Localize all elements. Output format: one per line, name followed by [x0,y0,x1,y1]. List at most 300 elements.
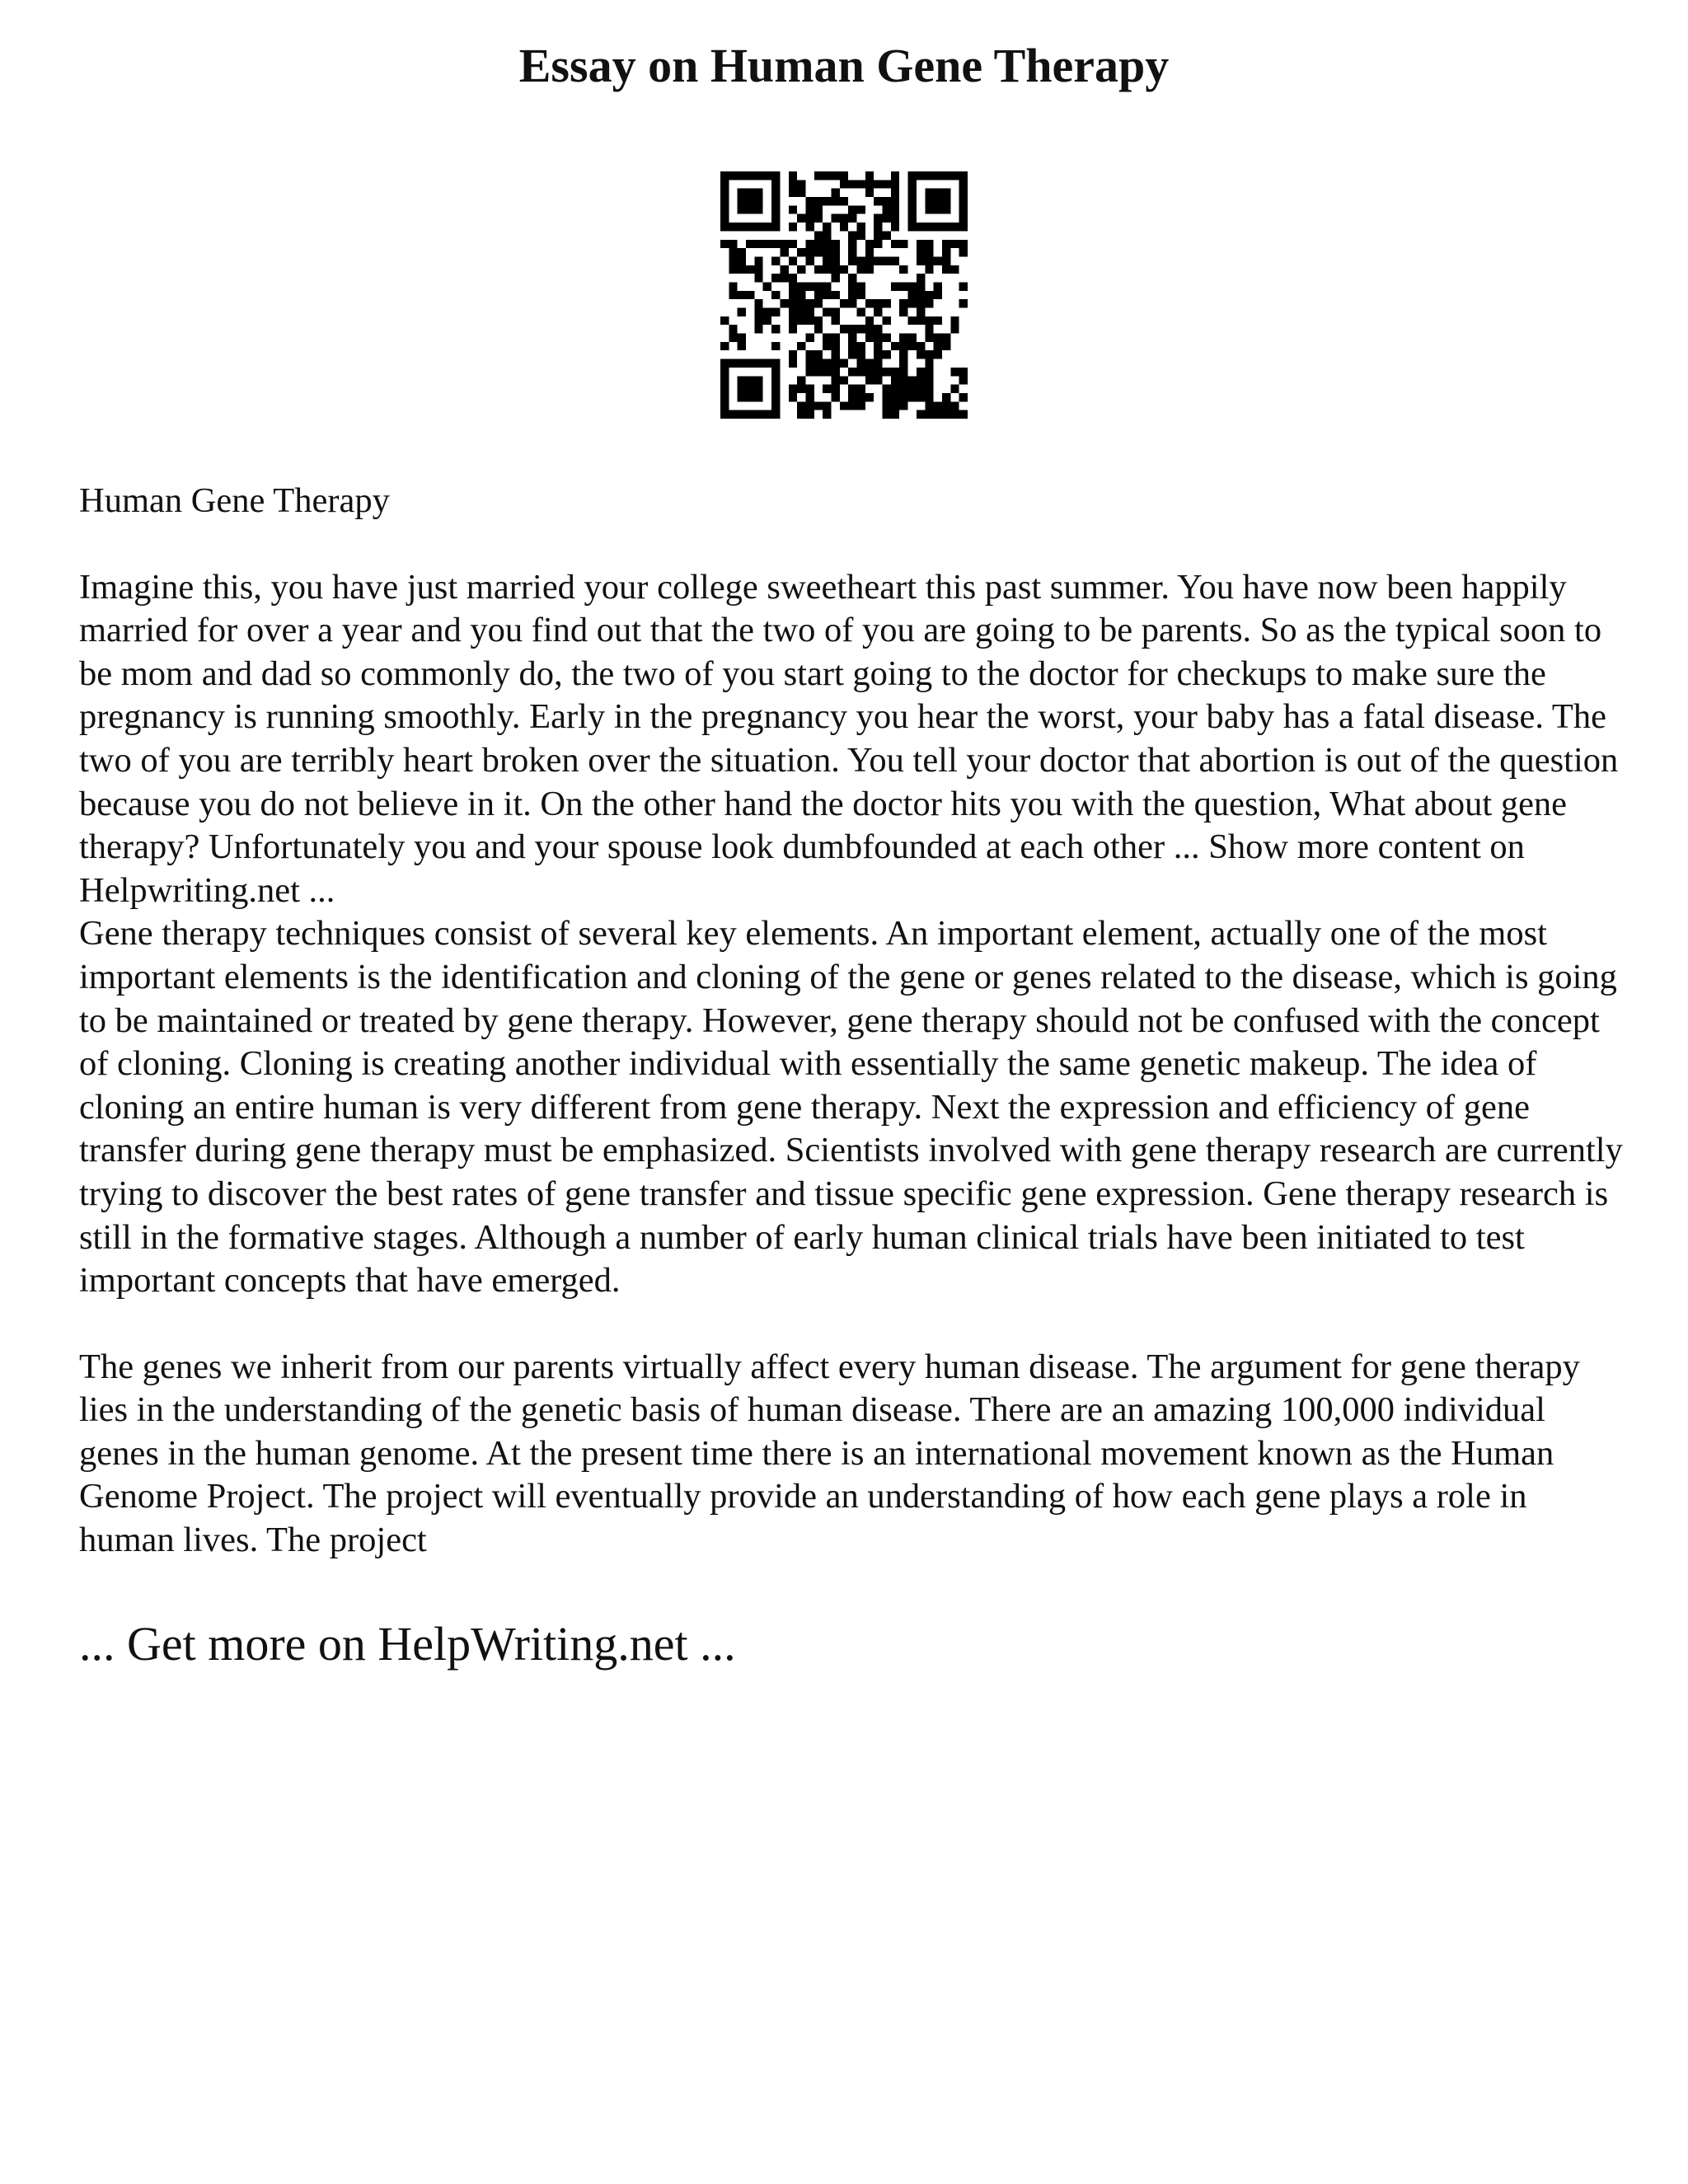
qr-module [729,291,737,299]
qr-module [771,376,780,384]
qr-module [874,376,882,384]
qr-module [925,350,933,359]
qr-module [942,205,950,213]
qr-module [720,316,729,325]
qr-module [789,308,797,316]
qr-module [771,368,780,376]
qr-module [942,189,950,197]
qr-module [874,299,882,307]
qr-module [925,240,933,248]
qr-module [857,342,865,350]
qr-module [805,223,814,231]
qr-module [934,316,942,325]
qr-module [729,223,737,231]
qr-module [763,171,771,180]
qr-module [840,325,848,333]
qr-module [874,214,882,223]
qr-module [883,385,891,393]
qr-module [840,265,848,274]
qr-module [840,197,848,205]
qr-module [950,265,959,274]
qr-module [789,240,797,248]
qr-module [738,171,746,180]
qr-module [771,197,780,205]
qr-module [831,350,839,359]
qr-module [823,223,831,231]
qr-module [754,325,762,333]
qr-module [738,393,746,401]
qr-module [771,342,780,350]
qr-module [823,385,831,393]
qr-module [720,385,729,393]
qr-module [848,401,856,410]
qr-module [729,265,737,274]
qr-module [883,205,891,213]
qr-module [797,410,805,419]
qr-module [746,291,754,299]
qr-module [891,385,899,393]
qr-module [805,308,814,316]
qr-module [917,350,925,359]
qr-module [720,189,729,197]
qr-module [831,197,839,205]
qr-module [797,248,805,256]
qr-module [805,401,814,410]
qr-module [874,342,882,350]
qr-module [934,171,942,180]
qr-module [950,316,959,325]
qr-module [780,248,788,256]
get-more-link[interactable]: ... Get more on HelpWriting.net ... [79,1617,736,1671]
qr-module [865,248,874,256]
qr-module [917,385,925,393]
qr-module [925,248,933,256]
qr-module [720,393,729,401]
qr-module [908,385,917,393]
qr-module [720,197,729,205]
qr-module [738,342,746,350]
qr-module [959,368,968,376]
qr-module [754,274,762,282]
qr-module [720,223,729,231]
qr-module [917,368,925,376]
qr-module [814,214,823,223]
qr-module [771,385,780,393]
qr-module [857,401,865,410]
qr-module [797,308,805,316]
qr-module [857,180,865,188]
qr-module [720,368,729,376]
qr-module [805,334,814,342]
qr-module [883,316,891,325]
qr-module [831,214,839,223]
qr-module [959,282,968,290]
qr-module [891,171,899,180]
qr-module [831,171,839,180]
qr-module [917,248,925,256]
qr-module [899,334,907,342]
qr-module [925,410,933,419]
qr-module [925,291,933,299]
qr-module [831,316,839,325]
document-title: Essay on Human Gene Therapy [518,39,1170,92]
qr-module [925,334,933,342]
qr-module [959,248,968,256]
qr-module [840,299,848,307]
qr-module [925,223,933,231]
qr-module [738,385,746,393]
qr-module [738,248,746,256]
qr-module [891,214,899,223]
qr-module [729,334,737,342]
qr-module [763,316,771,325]
qr-module [891,368,899,376]
qr-module [805,359,814,368]
qr-module [848,393,856,401]
qr-module [942,410,950,419]
essay-paragraph-3: The genes we inherit from our parents virtually affect every human disease. The argument for gene therapy lies in the understanding of the genetic basis of human disease. There are an amazing 100,000 individual genes in the human genome. At the present time there is an international movement known as the Human Genome Project. The project will eventually provide an understanding of how each gene plays a role in human lives. The project [79,1347,1580,1560]
qr-module [780,240,788,248]
qr-module [883,256,891,265]
qr-module [823,410,831,419]
qr-module [925,359,933,368]
qr-module [883,350,891,359]
qr-module [899,359,907,368]
qr-module [925,368,933,376]
qr-module [789,205,797,213]
qr-module [891,376,899,384]
qr-module [942,223,950,231]
qr-module [823,401,831,410]
qr-module [746,240,754,248]
qr-module [942,334,950,342]
qr-module [942,256,950,265]
qr-module [771,325,780,333]
qr-module [934,197,942,205]
qr-module [908,334,917,342]
qr-module [865,256,874,265]
qr-module [823,231,831,239]
qr-module [805,368,814,376]
qr-module [814,368,823,376]
qr-module [908,376,917,384]
qr-module [831,334,839,342]
qr-module [831,291,839,299]
qr-module [831,265,839,274]
qr-module [908,342,917,350]
qr-module [840,401,848,410]
qr-module [857,256,865,265]
qr-module [797,282,805,290]
qr-module [789,393,797,401]
qr-module [814,359,823,368]
qr-module [729,359,737,368]
qr-module [865,325,874,333]
qr-module [950,368,959,376]
qr-module [771,256,780,265]
qr-module [805,410,814,419]
qr-module [789,171,797,180]
qr-module [823,308,831,316]
qr-module [729,325,737,333]
qr-module [797,299,805,307]
qr-module [934,334,942,342]
qr-module [874,240,882,248]
qr-module [950,223,959,231]
qr-module [797,180,805,188]
qr-module [883,410,891,419]
qr-module [789,385,797,393]
qr-module [874,359,882,368]
qr-module [814,316,823,325]
qr-module [780,299,788,307]
qr-module [908,316,917,325]
qr-module [917,299,925,307]
qr-module [780,265,788,274]
qr-module [763,240,771,248]
qr-module [857,368,865,376]
qr-module [840,376,848,384]
qr-module [917,223,925,231]
qr-module [925,393,933,401]
qr-module [754,171,762,180]
qr-module [814,299,823,307]
qr-module [823,197,831,205]
qr-module [891,240,899,248]
qr-module [789,274,797,282]
qr-module [950,385,959,393]
qr-module [857,231,865,239]
qr-module [865,189,874,197]
qr-module [823,240,831,248]
qr-module [917,256,925,265]
qr-module [848,368,856,376]
qr-module [925,189,933,197]
qr-module [865,334,874,342]
qr-module [959,376,968,384]
qr-module [789,316,797,325]
qr-module [831,376,839,384]
qr-module [814,282,823,290]
qr-module [891,205,899,213]
qr-module [720,342,729,350]
qr-module [848,334,856,342]
qr-module [848,325,856,333]
qr-module [754,308,762,316]
qr-module [823,291,831,299]
qr-module [883,197,891,205]
qr-module [754,223,762,231]
qr-module [754,393,762,401]
qr-module [874,180,882,188]
qr-module [925,401,933,410]
qr-module [865,171,874,180]
qr-module [720,240,729,248]
qr-module [729,256,737,265]
qr-module [720,180,729,188]
qr-module [814,401,823,410]
qr-module [840,171,848,180]
qr-module [899,401,907,410]
qr-module [925,197,933,205]
qr-module [848,299,856,307]
qr-module [805,393,814,401]
qr-module [738,334,746,342]
qr-module [814,171,823,180]
qr-module [754,240,762,248]
qr-module [831,308,839,316]
qr-module [925,376,933,384]
qr-module [908,291,917,299]
qr-module [831,248,839,256]
qr-module [883,231,891,239]
qr-module [959,393,968,401]
qr-module [823,368,831,376]
qr-module [763,359,771,368]
qr-module [857,308,865,316]
qr-module [857,205,865,213]
qr-module [738,291,746,299]
qr-module [848,240,856,248]
qr-module [934,189,942,197]
paragraph-gap [79,523,1629,566]
qr-module [746,171,754,180]
qr-module [908,299,917,307]
qr-module [746,223,754,231]
qr-module [805,214,814,223]
qr-module [865,265,874,274]
qr-module [917,282,925,290]
qr-module [831,368,839,376]
qr-module [831,256,839,265]
qr-module [823,282,831,290]
qr-module [857,325,865,333]
qr-module [738,189,746,197]
qr-module [771,393,780,401]
qr-module [771,410,780,419]
qr-module [865,240,874,248]
qr-module [797,342,805,350]
qr-module [917,171,925,180]
qr-module [959,171,968,180]
qr-module [899,368,907,376]
qr-module [789,325,797,333]
essay-paragraph-1: Imagine this, you have just married your college sweetheart this past summer. You have now been happily married for over a year and you find out that the two of you are going to be parents. So as the typical soon to be mom and dad so commonly do, the two of you start going to the doctor for checkups to make sure the pregnancy is running smoothly. Early in the pregnancy you hear the worst, your baby has a fatal disease. The two of you are terribly heart broken over the situation. You tell your doctor that abortion is out of the question because you do not believe in it. On the other hand the doctor hits you with the question, What about gene therapy? Unfortunately you and your spouse look dumbfounded at each other ... Show more content on Helpwriting.net ... [79,567,1619,910]
qr-module [814,291,823,299]
qr-module [831,359,839,368]
qr-module [899,308,907,316]
qr-module [848,214,856,223]
qr-module [917,240,925,248]
qr-module [805,299,814,307]
qr-module [771,171,780,180]
qr-module [763,308,771,316]
qr-module [959,299,968,307]
qr-module [908,205,917,213]
qr-module [738,197,746,205]
qr-module [729,248,737,256]
qr-module [857,359,865,368]
qr-module [865,368,874,376]
qr-module [814,240,823,248]
qr-module [831,393,839,401]
qr-module [959,223,968,231]
qr-module [857,265,865,274]
qr-module [823,171,831,180]
qr-module [814,350,823,359]
qr-module [797,291,805,299]
qr-module [959,197,968,205]
qr-module [848,385,856,393]
qr-module [831,274,839,282]
qr-module [814,248,823,256]
qr-module [789,359,797,368]
qr-module [874,256,882,265]
paragraph-gap [79,1303,1629,1346]
qr-module [942,401,950,410]
qr-module [857,393,865,401]
qr-module [754,189,762,197]
qr-module [823,265,831,274]
qr-module [746,189,754,197]
qr-module [908,282,917,290]
qr-module [805,197,814,205]
essay-content [79,480,1629,1563]
qr-module [754,256,762,265]
qr-module [942,240,950,248]
qr-module [934,256,942,265]
qr-module [934,401,942,410]
qr-module [797,214,805,223]
qr-module [865,359,874,368]
qr-module [908,197,917,205]
qr-module [738,308,746,316]
essay-subtitle: Human Gene Therapy [79,481,390,520]
qr-module [763,282,771,290]
qr-module [908,171,917,180]
qr-module [789,282,797,290]
qr-module [789,291,797,299]
qr-module [746,376,754,384]
qr-module [865,180,874,188]
qr-module [925,256,933,265]
qr-module [950,401,959,410]
qr-module [814,325,823,333]
qr-module [840,359,848,368]
qr-module [917,376,925,384]
qr-module [746,359,754,368]
qr-module [899,385,907,393]
qr-module [789,299,797,307]
qr-module [959,214,968,223]
qr-module [805,385,814,393]
qr-module [934,350,942,359]
qr-module [738,265,746,274]
qr-module [950,171,959,180]
qr-module [848,282,856,290]
qr-module [925,299,933,307]
qr-module [771,274,780,282]
qr-module [823,334,831,342]
qr-module [925,316,933,325]
qr-module [891,180,899,188]
qr-module [789,189,797,197]
qr-module [763,410,771,419]
qr-module [891,393,899,401]
qr-module [934,205,942,213]
qr-module [883,214,891,223]
qr-module [746,410,754,419]
